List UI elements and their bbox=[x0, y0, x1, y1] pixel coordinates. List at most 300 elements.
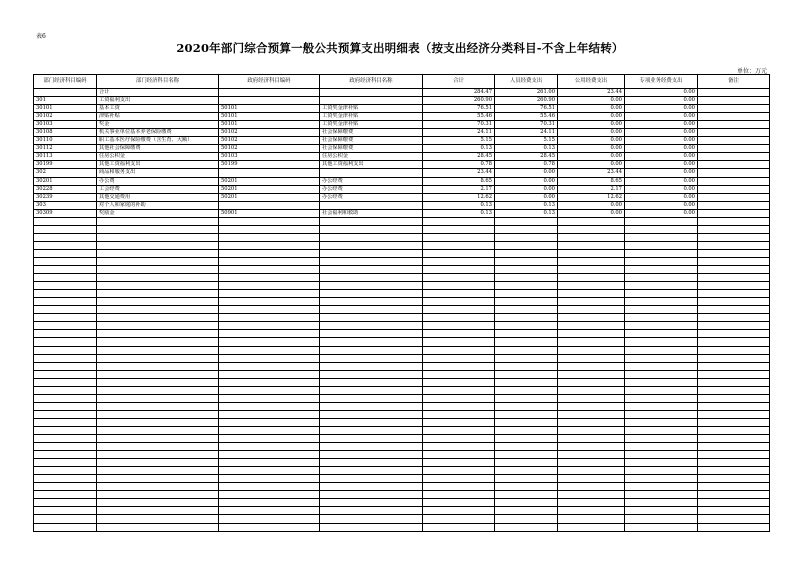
row-dept-code: 303 bbox=[34, 201, 97, 209]
row-total bbox=[423, 266, 495, 274]
row-dept-code bbox=[34, 354, 97, 362]
row-dept-name bbox=[97, 298, 219, 306]
row-gov-name: 社会保障缴费 bbox=[320, 137, 423, 145]
row-note bbox=[698, 290, 770, 298]
row-personnel: 70.31 bbox=[495, 121, 558, 129]
row-note bbox=[698, 314, 770, 322]
row-public: 0.00 bbox=[558, 209, 625, 217]
row-public bbox=[558, 507, 625, 515]
row-note bbox=[698, 418, 770, 426]
row-gov-name bbox=[320, 467, 423, 475]
row-dept-name bbox=[97, 378, 219, 386]
row-total bbox=[423, 418, 495, 426]
row-dept-name bbox=[97, 483, 219, 491]
row-dept-name bbox=[97, 282, 219, 290]
row-personnel bbox=[495, 306, 558, 314]
row-total bbox=[423, 402, 495, 410]
row-personnel: 0.00 bbox=[495, 177, 558, 185]
table-row bbox=[34, 121, 770, 129]
row-dept-name bbox=[97, 249, 219, 257]
row-dept-name: 其他工资福利支出 bbox=[97, 161, 219, 169]
row-dept-name: 工资福利支出 bbox=[97, 97, 219, 105]
row-dept-name: 工会经费 bbox=[97, 185, 219, 193]
empty-row bbox=[34, 338, 770, 346]
row-total bbox=[423, 394, 495, 402]
row-dept-code bbox=[34, 362, 97, 370]
row-personnel bbox=[495, 418, 558, 426]
row-special: 0.00 bbox=[625, 105, 698, 113]
row-gov-code bbox=[219, 274, 320, 282]
row-note bbox=[698, 282, 770, 290]
row-total bbox=[423, 298, 495, 306]
row-gov-name bbox=[320, 507, 423, 515]
row-note bbox=[698, 402, 770, 410]
row-special bbox=[625, 507, 698, 515]
col-header-personnel: 人员经费支出 bbox=[495, 75, 558, 89]
empty-row bbox=[34, 499, 770, 507]
row-gov-code bbox=[219, 499, 320, 507]
row-dept-code bbox=[34, 290, 97, 298]
row-dept-name: 办公费 bbox=[97, 177, 219, 185]
row-public: 12.62 bbox=[558, 193, 625, 201]
row-gov-name bbox=[320, 386, 423, 394]
row-personnel bbox=[495, 467, 558, 475]
row-gov-code bbox=[219, 523, 320, 531]
row-total bbox=[423, 459, 495, 467]
row-personnel bbox=[495, 370, 558, 378]
row-dept-code bbox=[34, 402, 97, 410]
row-gov-code: 50201 bbox=[219, 193, 320, 201]
row-personnel bbox=[495, 354, 558, 362]
row-total bbox=[423, 233, 495, 241]
row-gov-name bbox=[320, 217, 423, 225]
row-dept-code bbox=[34, 394, 97, 402]
table-row bbox=[34, 209, 770, 217]
row-total bbox=[423, 290, 495, 298]
row-gov-name bbox=[320, 346, 423, 354]
row-gov-name bbox=[320, 274, 423, 282]
row-note bbox=[698, 306, 770, 314]
row-gov-code: 50102 bbox=[219, 129, 320, 137]
row-personnel bbox=[495, 483, 558, 491]
row-dept-code: 30228 bbox=[34, 185, 97, 193]
row-total: 55.46 bbox=[423, 113, 495, 121]
row-gov-code: 50102 bbox=[219, 137, 320, 145]
row-special: 0.00 bbox=[625, 177, 698, 185]
row-note bbox=[698, 137, 770, 145]
row-personnel bbox=[495, 330, 558, 338]
empty-row bbox=[34, 298, 770, 306]
row-public bbox=[558, 241, 625, 249]
row-gov-code bbox=[219, 467, 320, 475]
row-dept-name bbox=[97, 266, 219, 274]
row-public bbox=[558, 225, 625, 233]
row-special: 0.00 bbox=[625, 169, 698, 177]
row-dept-code: 30101 bbox=[34, 105, 97, 113]
row-public bbox=[558, 491, 625, 499]
row-personnel bbox=[495, 378, 558, 386]
row-total: 0.13 bbox=[423, 209, 495, 217]
row-personnel: 28.45 bbox=[495, 153, 558, 161]
row-personnel: 0.13 bbox=[495, 201, 558, 209]
empty-row bbox=[34, 330, 770, 338]
row-gov-code bbox=[219, 314, 320, 322]
row-gov-code bbox=[219, 217, 320, 225]
row-dept-name bbox=[97, 435, 219, 443]
row-special bbox=[625, 378, 698, 386]
empty-row bbox=[34, 306, 770, 314]
row-total bbox=[423, 306, 495, 314]
row-special bbox=[625, 282, 698, 290]
row-dept-name bbox=[97, 515, 219, 523]
row-personnel bbox=[495, 274, 558, 282]
row-gov-name bbox=[320, 290, 423, 298]
row-gov-code bbox=[219, 322, 320, 330]
row-total: 260.90 bbox=[423, 97, 495, 105]
table-header-row bbox=[34, 75, 770, 89]
empty-row bbox=[34, 467, 770, 475]
row-total bbox=[423, 491, 495, 499]
row-gov-code bbox=[219, 483, 320, 491]
row-dept-code bbox=[34, 338, 97, 346]
row-dept-name bbox=[97, 314, 219, 322]
row-gov-code bbox=[219, 435, 320, 443]
row-note bbox=[698, 257, 770, 265]
row-gov-name bbox=[320, 354, 423, 362]
row-dept-name bbox=[97, 370, 219, 378]
row-total bbox=[423, 515, 495, 523]
row-public: 0.00 bbox=[558, 137, 625, 145]
table-row bbox=[34, 201, 770, 209]
row-total bbox=[423, 426, 495, 434]
row-special bbox=[625, 266, 698, 274]
row-personnel bbox=[495, 217, 558, 225]
row-public bbox=[558, 314, 625, 322]
empty-row bbox=[34, 257, 770, 265]
row-dept-code bbox=[34, 233, 97, 241]
table-row bbox=[34, 169, 770, 177]
row-gov-code bbox=[219, 459, 320, 467]
row-dept-code bbox=[34, 378, 97, 386]
empty-row bbox=[34, 402, 770, 410]
row-dept-code: 30102 bbox=[34, 113, 97, 121]
row-public bbox=[558, 475, 625, 483]
row-note bbox=[698, 249, 770, 257]
row-public bbox=[558, 249, 625, 257]
row-special bbox=[625, 451, 698, 459]
row-dept-name bbox=[97, 467, 219, 475]
row-public bbox=[558, 290, 625, 298]
row-special: 0.00 bbox=[625, 193, 698, 201]
row-dept-code bbox=[34, 89, 97, 97]
row-gov-code bbox=[219, 89, 320, 97]
row-public: 0.00 bbox=[558, 121, 625, 129]
row-dept-name: 住房公积金 bbox=[97, 153, 219, 161]
row-dept-name: 津贴补贴 bbox=[97, 113, 219, 121]
row-dept-code bbox=[34, 346, 97, 354]
row-dept-code bbox=[34, 459, 97, 467]
row-public: 23.44 bbox=[558, 169, 625, 177]
row-public bbox=[558, 523, 625, 531]
row-gov-name bbox=[320, 249, 423, 257]
row-public: 23.44 bbox=[558, 89, 625, 97]
row-gov-name bbox=[320, 515, 423, 523]
empty-row bbox=[34, 346, 770, 354]
row-note bbox=[698, 483, 770, 491]
empty-row bbox=[34, 426, 770, 434]
row-note bbox=[698, 523, 770, 531]
row-dept-code bbox=[34, 491, 97, 499]
row-public bbox=[558, 306, 625, 314]
row-gov-name bbox=[320, 257, 423, 265]
row-public bbox=[558, 346, 625, 354]
table-row bbox=[34, 193, 770, 201]
row-gov-name bbox=[320, 451, 423, 459]
row-dept-name: 职工基本医疗保险缴费（含生育、大额） bbox=[97, 137, 219, 145]
row-gov-code bbox=[219, 443, 320, 451]
empty-row bbox=[34, 266, 770, 274]
row-personnel: 55.46 bbox=[495, 113, 558, 121]
page-title: 2020年部门综合预算一般公共预算支出明细表（按支出经济分类科目-不含上年结转） bbox=[176, 41, 624, 55]
row-gov-code bbox=[219, 451, 320, 459]
row-dept-name bbox=[97, 443, 219, 451]
row-note bbox=[698, 177, 770, 185]
row-gov-name: 办公经费 bbox=[320, 177, 423, 185]
row-total bbox=[423, 378, 495, 386]
row-dept-name bbox=[97, 274, 219, 282]
row-gov-name bbox=[320, 233, 423, 241]
row-note bbox=[698, 451, 770, 459]
row-public bbox=[558, 467, 625, 475]
empty-row bbox=[34, 282, 770, 290]
row-gov-code: 50101 bbox=[219, 121, 320, 129]
row-personnel bbox=[495, 410, 558, 418]
row-note bbox=[698, 426, 770, 434]
page-label: 表6 bbox=[36, 33, 46, 40]
col-header-special: 专项业务经费支出 bbox=[625, 75, 698, 89]
row-special: 0.00 bbox=[625, 185, 698, 193]
row-total: 8.65 bbox=[423, 177, 495, 185]
row-public bbox=[558, 426, 625, 434]
row-gov-name bbox=[320, 241, 423, 249]
table-row bbox=[34, 145, 770, 153]
row-note bbox=[698, 169, 770, 177]
row-public: 0.00 bbox=[558, 145, 625, 153]
row-dept-code: 302 bbox=[34, 169, 97, 177]
row-special bbox=[625, 467, 698, 475]
row-personnel bbox=[495, 515, 558, 523]
row-personnel bbox=[495, 451, 558, 459]
table-row bbox=[34, 161, 770, 169]
table-row bbox=[34, 129, 770, 137]
table-row bbox=[34, 97, 770, 105]
row-special bbox=[625, 475, 698, 483]
row-special: 0.00 bbox=[625, 145, 698, 153]
row-dept-name: 对个人和家庭的补助 bbox=[97, 201, 219, 209]
empty-row bbox=[34, 443, 770, 451]
row-note bbox=[698, 121, 770, 129]
row-gov-name: 社会保障缴费 bbox=[320, 129, 423, 137]
row-gov-name bbox=[320, 426, 423, 434]
row-dept-code bbox=[34, 217, 97, 225]
row-note bbox=[698, 491, 770, 499]
row-gov-code bbox=[219, 354, 320, 362]
col-header-total: 合计 bbox=[423, 75, 495, 89]
row-note bbox=[698, 298, 770, 306]
row-public: 0.00 bbox=[558, 129, 625, 137]
row-note bbox=[698, 153, 770, 161]
empty-row bbox=[34, 386, 770, 394]
row-total bbox=[423, 386, 495, 394]
row-dept-name: 合计 bbox=[97, 89, 219, 97]
row-gov-name bbox=[320, 266, 423, 274]
row-special bbox=[625, 346, 698, 354]
row-gov-name bbox=[320, 225, 423, 233]
row-personnel bbox=[495, 386, 558, 394]
table-row bbox=[34, 177, 770, 185]
row-personnel bbox=[495, 257, 558, 265]
row-note bbox=[698, 338, 770, 346]
row-special bbox=[625, 491, 698, 499]
row-public: 0.00 bbox=[558, 113, 625, 121]
row-note bbox=[698, 274, 770, 282]
table-row bbox=[34, 137, 770, 145]
row-dept-name: 奖金 bbox=[97, 121, 219, 129]
row-personnel bbox=[495, 394, 558, 402]
row-gov-code bbox=[219, 201, 320, 209]
row-public: 2.17 bbox=[558, 185, 625, 193]
row-total: 0.13 bbox=[423, 201, 495, 209]
row-special: 0.00 bbox=[625, 89, 698, 97]
row-note bbox=[698, 378, 770, 386]
row-personnel: 0.13 bbox=[495, 209, 558, 217]
row-gov-name bbox=[320, 483, 423, 491]
row-dept-name bbox=[97, 523, 219, 531]
row-dept-code: 30108 bbox=[34, 129, 97, 137]
row-total: 2.17 bbox=[423, 185, 495, 193]
row-dept-code: 30103 bbox=[34, 121, 97, 129]
row-dept-code bbox=[34, 418, 97, 426]
row-personnel bbox=[495, 346, 558, 354]
row-special bbox=[625, 225, 698, 233]
row-gov-code bbox=[219, 491, 320, 499]
row-gov-name bbox=[320, 491, 423, 499]
row-total bbox=[423, 370, 495, 378]
row-dept-name bbox=[97, 451, 219, 459]
row-total bbox=[423, 362, 495, 370]
row-dept-code bbox=[34, 282, 97, 290]
row-special bbox=[625, 306, 698, 314]
row-total bbox=[423, 322, 495, 330]
row-note bbox=[698, 515, 770, 523]
row-dept-name bbox=[97, 241, 219, 249]
row-dept-code bbox=[34, 306, 97, 314]
row-note bbox=[698, 410, 770, 418]
row-dept-code: 30110 bbox=[34, 137, 97, 145]
row-dept-code bbox=[34, 225, 97, 233]
row-dept-code bbox=[34, 507, 97, 515]
row-gov-code: 50199 bbox=[219, 161, 320, 169]
row-dept-name bbox=[97, 475, 219, 483]
row-special bbox=[625, 435, 698, 443]
empty-row bbox=[34, 290, 770, 298]
row-personnel bbox=[495, 282, 558, 290]
row-public bbox=[558, 370, 625, 378]
row-special: 0.00 bbox=[625, 113, 698, 121]
row-personnel bbox=[495, 362, 558, 370]
row-gov-code: 50102 bbox=[219, 145, 320, 153]
row-public: 0.00 bbox=[558, 201, 625, 209]
row-public bbox=[558, 451, 625, 459]
row-total: 70.31 bbox=[423, 121, 495, 129]
row-dept-code bbox=[34, 314, 97, 322]
row-gov-code bbox=[219, 386, 320, 394]
row-gov-name bbox=[320, 169, 423, 177]
empty-row bbox=[34, 378, 770, 386]
row-personnel: 5.15 bbox=[495, 137, 558, 145]
row-gov-code: 50901 bbox=[219, 209, 320, 217]
row-special bbox=[625, 217, 698, 225]
row-special bbox=[625, 483, 698, 491]
row-personnel: 260.90 bbox=[495, 97, 558, 105]
row-public bbox=[558, 298, 625, 306]
row-dept-code bbox=[34, 499, 97, 507]
row-special bbox=[625, 515, 698, 523]
row-dept-code bbox=[34, 274, 97, 282]
row-personnel bbox=[495, 314, 558, 322]
row-public bbox=[558, 217, 625, 225]
row-note bbox=[698, 193, 770, 201]
row-dept-name bbox=[97, 322, 219, 330]
col-header-note: 备注 bbox=[698, 75, 770, 89]
row-public bbox=[558, 354, 625, 362]
row-dept-name bbox=[97, 233, 219, 241]
row-gov-name bbox=[320, 89, 423, 97]
table-row bbox=[34, 185, 770, 193]
row-note bbox=[698, 346, 770, 354]
row-personnel bbox=[495, 499, 558, 507]
row-gov-code bbox=[219, 233, 320, 241]
row-gov-name: 工资奖金津补贴 bbox=[320, 113, 423, 121]
empty-row bbox=[34, 435, 770, 443]
row-gov-code bbox=[219, 266, 320, 274]
row-personnel bbox=[495, 322, 558, 330]
row-public bbox=[558, 418, 625, 426]
row-dept-code bbox=[34, 322, 97, 330]
row-gov-code bbox=[219, 282, 320, 290]
row-dept-code bbox=[34, 426, 97, 434]
row-total bbox=[423, 467, 495, 475]
row-total bbox=[423, 330, 495, 338]
row-dept-code: 30199 bbox=[34, 161, 97, 169]
col-header-dept-code: 部门经济科目编码 bbox=[34, 75, 97, 89]
row-personnel bbox=[495, 233, 558, 241]
empty-row bbox=[34, 523, 770, 531]
table-row bbox=[34, 153, 770, 161]
row-total bbox=[423, 451, 495, 459]
row-note bbox=[698, 233, 770, 241]
row-note bbox=[698, 201, 770, 209]
row-special bbox=[625, 314, 698, 322]
row-dept-code bbox=[34, 266, 97, 274]
row-total: 24.11 bbox=[423, 129, 495, 137]
row-note bbox=[698, 362, 770, 370]
row-total bbox=[423, 523, 495, 531]
row-total bbox=[423, 249, 495, 257]
row-gov-name: 其他工资福利支出 bbox=[320, 161, 423, 169]
row-dept-name bbox=[97, 499, 219, 507]
row-personnel: 0.13 bbox=[495, 145, 558, 153]
